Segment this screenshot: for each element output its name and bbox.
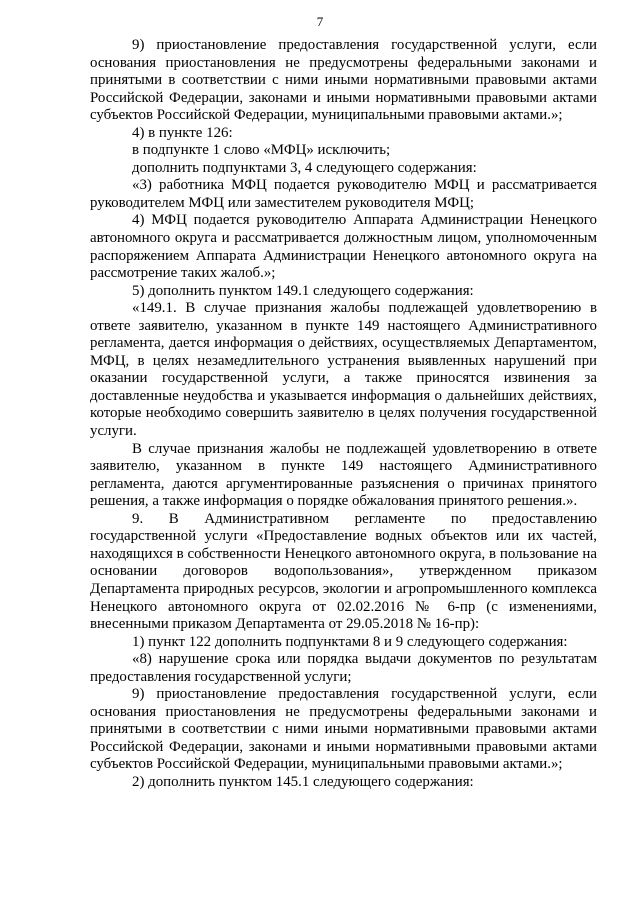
paragraph-add-149-1: 5) дополнить пунктом 149.1 следующего содержания: xyxy=(132,282,474,299)
paragraph-subpoint-1-mfc: в подпункте 1 слово «МФЦ» исключить; xyxy=(132,142,391,159)
paragraph-add-subpoints-3-4: дополнить подпунктами 3, 4 следующего содержания: xyxy=(132,159,477,176)
paragraph-point-126: 4) в пункте 126: xyxy=(132,124,233,141)
paragraph-item-9-suspension: 9) приостановление предоставления государственной услуги, если основания приостановления не предусмотрены федеральными законами и принятыми в соответствии с ними иными нормативными правовыми актами Российской Федерации, законами и иными нормативными правовыми актами субъектов Российской Федерации, муниципальными правовыми актами.»; xyxy=(90,37,597,124)
paragraph-not-satisfied: В случае признания жалобы не подлежащей удовлетворению в ответе заявителю, указанном в пункте 149 настоящего Административного регламента, даются аргументированные разъяснения о причинах принятого решения, а также информация о порядке обжалования принятого решения.». xyxy=(90,440,597,510)
paragraph-subpoint-4: 4) МФЦ подается руководителю Аппарата Администрации Ненецкого автономного округа и рассматривается должностным лицом, уполномоченным распоряжением Аппарата Администрации Ненецкого автономного округа на рассмотрение таких жалоб.»; xyxy=(90,212,597,282)
page-number: 7 xyxy=(316,14,324,29)
paragraph-subpoint-9: 9) приостановление предоставления государственной услуги, если основания приостановления не предусмотрены федеральными законами и принятыми в соответствии с ними иными нормативными правовыми актами Российской Федерации, законами и иными нормативными правовыми актами субъектов Российской Федерации, муниципальными правовыми актами.»; xyxy=(90,686,597,773)
paragraph-point-122: 1) пункт 122 дополнить подпунктами 8 и 9 следующего содержания: xyxy=(132,633,568,650)
paragraph-149-1: «149.1. В случае признания жалобы подлежащей удовлетворению в ответе заявителю, указанном в пункте 149 настоящего Административного регламента, дается информация о действиях, осуществляемых Департаментом, МФЦ, в целях незамедлительного устранения выявленных нарушений при оказании государственной услуги, а также приносятся извинения за доставленные неудобства и указывается информация о дальнейших действиях, которые необходимо совершить заявителю в целях получения государственной услуги. xyxy=(90,300,597,440)
paragraph-subpoint-3: «3) работника МФЦ подается руководителю МФЦ и рассматривается руководителем МФЦ или заместителем руководителя МФЦ; xyxy=(90,177,597,211)
paragraph-section-9: 9. В Административном регламенте по предоставлению государственной услуги «Предоставление водных объектов или их частей, находящихся в собственности Ненецкого автономного округа, в пользование на основании договоров водопользования», утвержденном приказом Департамента природных ресурсов, экологии и агропромышленного комплекса Ненецкого автономного округа от 02.02.2016 № 6-пр (с изменениями, внесенными приказом Департамента от 29.05.2018 № 16-пр): xyxy=(90,510,597,633)
paragraph-add-145-1: 2) дополнить пунктом 145.1 следующего содержания: xyxy=(132,773,474,790)
paragraph-subpoint-8: «8) нарушение срока или порядка выдачи документов по результатам предоставления государственной услуги; xyxy=(90,651,597,685)
document-body xyxy=(90,37,597,792)
